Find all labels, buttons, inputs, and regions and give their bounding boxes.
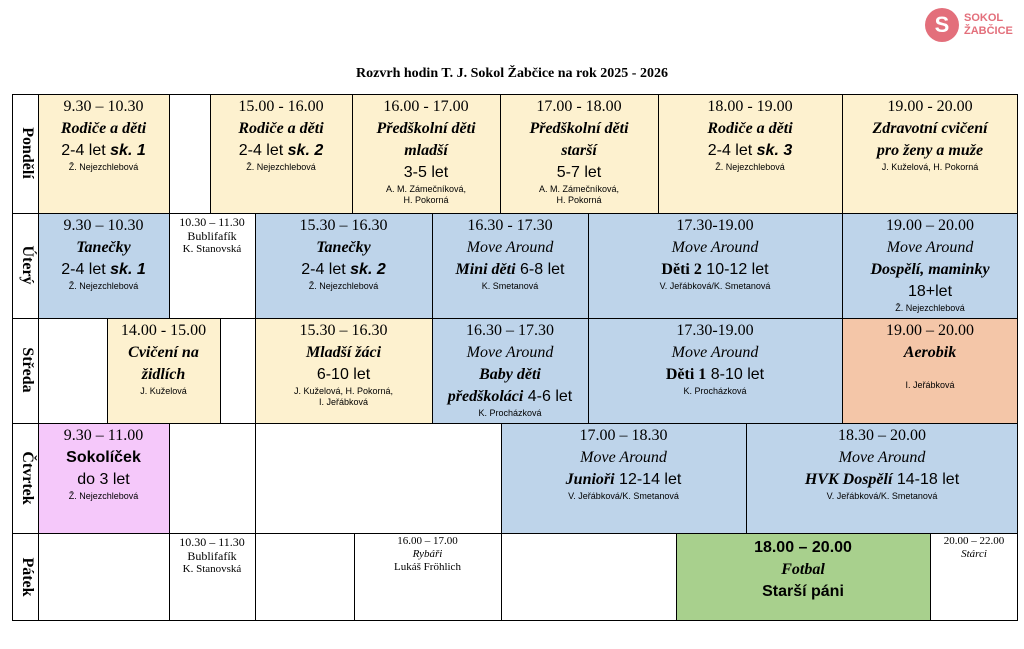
sokol-logo-icon: S bbox=[925, 8, 959, 42]
grid-line bbox=[12, 94, 1018, 95]
mon-session-5: 18.00 - 19.00 Rodiče a děti 2-4 let sk. 3 Ž. Nejezchlebová bbox=[658, 94, 842, 213]
tue-session-6: 19.00 – 20.00 Move Around Dospělí, maminky 18+let Ž. Nejezchlebová bbox=[842, 213, 1018, 318]
grid-line bbox=[169, 213, 170, 318]
day-label-thursday: Čtvrtek bbox=[19, 451, 36, 505]
grid-line bbox=[255, 318, 256, 423]
day-label-monday: Pondělí bbox=[19, 127, 36, 179]
schedule-table bbox=[12, 94, 1018, 621]
grid-line bbox=[501, 423, 502, 533]
grid-line bbox=[842, 213, 843, 318]
wed-session-4: 17.30-19.00 Move Around Děti 1 8-10 let K. Procházková bbox=[588, 318, 842, 423]
day-label-tuesday: Úterý bbox=[19, 245, 36, 285]
wed-session-1: 14.00 - 15.00 Cvičení na židlích J. Kuželová bbox=[107, 318, 220, 423]
thu-session-3: 18.30 – 20.00 Move Around HVK Dospělí 14-18 let V. Jeřábková/K. Smetanová bbox=[746, 423, 1018, 533]
grid-line bbox=[255, 213, 256, 318]
sokol-logo bbox=[925, 8, 1015, 42]
fri-session-1: 10.30 – 11.30 Bublifafík K. Stanovská bbox=[179, 535, 245, 575]
mon-session-6: 19.00 - 20.00 Zdravotní cvičení pro ženy a muže J. Kuželová, H. Pokorná bbox=[842, 94, 1018, 213]
grid-line bbox=[676, 533, 677, 621]
grid-line bbox=[588, 318, 589, 423]
tue-session-3: 15.30 – 16.30 Tanečky 2-4 let sk. 2 Ž. Nejezchlebová bbox=[255, 213, 432, 318]
wed-session-2: 15.30 – 16.30 Mladší žáci 6-10 let J. Kuželová, H. Pokorná, I. Jeřábková bbox=[255, 318, 432, 423]
grid-line bbox=[38, 94, 39, 621]
grid-line bbox=[255, 423, 256, 533]
grid-line bbox=[588, 213, 589, 318]
grid-line bbox=[501, 533, 502, 621]
fri-session-4: 20.00 – 22.00 Stárci bbox=[943, 535, 1005, 560]
grid-line bbox=[12, 94, 13, 621]
grid-line bbox=[500, 94, 501, 213]
grid-line bbox=[930, 533, 931, 621]
grid-line bbox=[255, 533, 256, 621]
grid-line bbox=[746, 423, 747, 533]
grid-line bbox=[12, 318, 1018, 319]
grid-line bbox=[12, 533, 1018, 534]
grid-line bbox=[169, 423, 170, 533]
day-label-wednesday: Středa bbox=[19, 347, 36, 393]
grid-line bbox=[220, 318, 221, 423]
tue-session-5: 17.30-19.00 Move Around Děti 2 10-12 let V. Jeřábková/K. Smetanová bbox=[588, 213, 842, 318]
grid-line bbox=[432, 213, 433, 318]
page-title: Rozvrh hodin T. J. Sokol Žabčice na rok 2025 - 2026 bbox=[356, 66, 668, 81]
wed-session-3: 16.30 – 17.30 Move Around Baby děti předškoláci 4-6 let K. Procházková bbox=[432, 318, 588, 423]
grid-line bbox=[12, 213, 1018, 214]
mon-session-4: 17.00 - 18.00 Předškolní děti starší 5-7 let A. M. Zámečníková, H. Pokorná bbox=[500, 94, 658, 213]
day-label-friday: Pátek bbox=[19, 557, 36, 597]
grid-line bbox=[1017, 94, 1018, 621]
grid-line bbox=[658, 94, 659, 213]
grid-line bbox=[842, 318, 843, 423]
grid-line bbox=[354, 533, 355, 621]
tue-session-4: 16.30 - 17.30 Move Around Mini děti 6-8 let K. Smetanová bbox=[432, 213, 588, 318]
grid-line bbox=[12, 423, 1018, 424]
fri-session-2: 16.00 – 17.00 Rybáři Lukáš Fröhlich bbox=[394, 535, 461, 573]
thu-session-1: 9.30 – 11.00 Sokolíček do 3 let Ž. Nejezchlebová bbox=[38, 423, 169, 533]
grid-line bbox=[169, 533, 170, 621]
wed-session-5: 19.00 – 20.00 Aerobik I. Jeřábková bbox=[842, 318, 1018, 423]
mon-session-2: 15.00 - 16.00 Rodiče a děti 2-4 let sk. 2 Ž. Nejezchlebová bbox=[210, 94, 352, 213]
grid-line bbox=[842, 94, 843, 213]
sokol-logo-text: SOKOL ŽABČICE bbox=[964, 12, 1013, 37]
thu-session-2: 17.00 – 18.30 Move Around Junioři 12-14 let V. Jeřábková/K. Smetanová bbox=[501, 423, 746, 533]
grid-line bbox=[210, 94, 211, 213]
grid-line bbox=[169, 94, 170, 213]
grid-line bbox=[352, 94, 353, 213]
tue-session-1: 9.30 – 10.30 Tanečky 2-4 let sk. 1 Ž. Nejezchlebová bbox=[38, 213, 169, 318]
grid-line bbox=[432, 318, 433, 423]
tue-session-2: 10.30 – 11.30 Bublifafík K. Stanovská bbox=[179, 215, 245, 255]
mon-session-1: 9.30 – 10.30 Rodiče a děti 2-4 let sk. 1 Ž. Nejezchlebová bbox=[38, 94, 169, 213]
grid-line bbox=[12, 620, 1018, 621]
fri-session-3: 18.00 – 20.00 Fotbal Starší páni bbox=[676, 533, 930, 621]
grid-line bbox=[107, 318, 108, 423]
mon-session-3: 16.00 - 17.00 Předškolní děti mladší 3-5 let A. M. Zámečníková, H. Pokorná bbox=[352, 94, 500, 213]
